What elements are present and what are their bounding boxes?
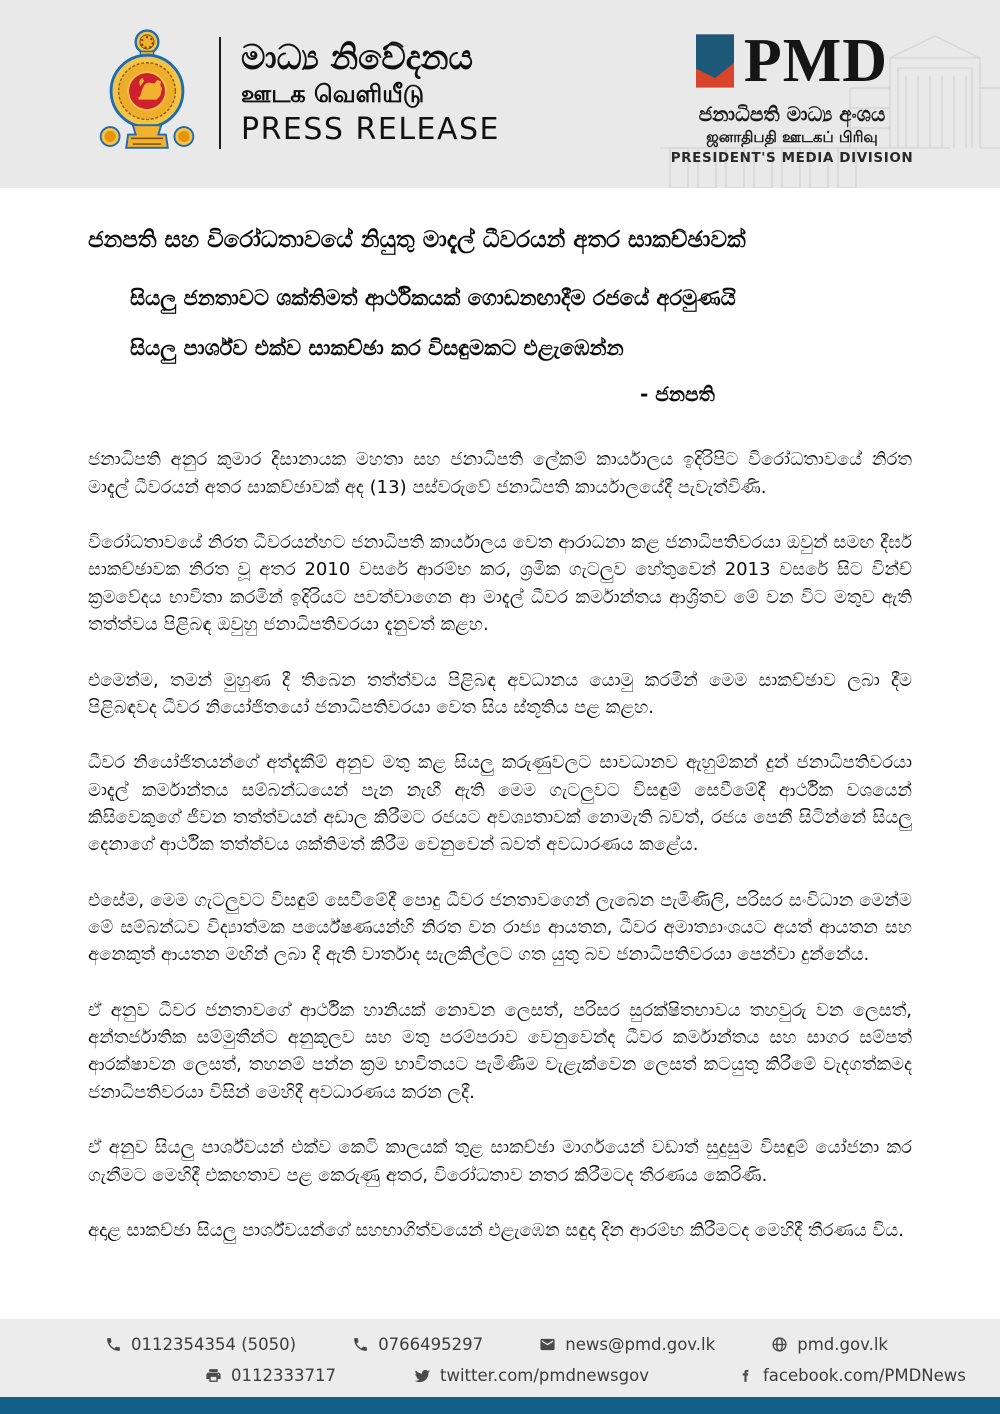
pmd-lockup xyxy=(632,27,952,166)
fax-icon xyxy=(205,1367,222,1384)
contact-website-text: pmd.gov.lk xyxy=(797,1335,888,1354)
body-paragraph: විරෝධතාවයේ නිරත ධීවරයන්හට ජනාධිපති කාර්යාලය වෙත ආරාධනා කළ ජනාධිපතිවරයා ඔවුන් සමඟ දීර්ඝ සාකච්ඡාවක නිරත වූ අතර 2010 වසරේ ආරම්භ කර, ශ්‍රමික ගැටලුව හේතුවෙන් 2013 වසරේ සිට වින්ච් ක්‍රමවේදය භාවිතා කරමින් ඉදිරියට පවත්වාගෙන ආ මාදැල් ධීවර කර්මාන්තය ආශ්‍රිතව මේ වන විට මතුව ඇති තත්ත්වය පිළිබඳ ඔවුහු ජනාධිපතිවරයා දැනුවත් කළහ. xyxy=(88,532,912,636)
body-paragraph: එසේම, මෙම ගැටලුවට විසඳුම් සෙවීමේදී පොදු ධීවර ජනතාවගෙන් ලැබෙන පැමිණිලි, පරිසර සංවිධාන මෙන්ම මේ සම්බන්ධව විද්‍යාත්මක පර්යේෂණයන්හි නිරත වන රාජ්‍ය ආයතන, ධීවර අමාත්‍යාංශයට අයත් ආයතන සහ අනෙකුත් ආයතන මඟින් ලබා දී ඇති වාර්තාද සැලකිල්ලට ගත යුතු බව ජනාධිපතිවරයා පෙන්වා දුන්නේය. xyxy=(88,889,912,966)
pmd-division-sinhala: ජනාධිපති මාධ්‍ය අංශය xyxy=(698,102,886,126)
header-divider xyxy=(219,37,221,149)
body-paragraph: එමෙන්ම, තමන් මුහුණ දී තිබෙන තත්ත්වය පිළිබඳ අවධානය යොමු කරමින් මෙම සාකච්ඡාව ලබා දීම පිළිබඳවද ධීවර නියෝජිතයෝ ජනාධිපතිවරයා වෙත සිය ස්තූතිය පළ කළහ. xyxy=(88,669,912,718)
body-paragraph: ජනාධිපති අනුර කුමාර දිසානායක මහතා සහ ජනාධිපති ලේකම් කාර්යාලය ඉදිරිපිට විරෝධතාවයේ නිරත මාදැල් ධීවරයන් අතර සාකච්ඡාවක් අද (13) පස්වරුවේ ජනාධිපති කාර්යාලයේදී පැවැත්විණි. xyxy=(88,449,912,498)
contact-twitter xyxy=(414,1366,649,1385)
body-paragraph: ධීවර නියෝජිතයන්ගේ අත්දැකීම් අනුව මතු කළ සියලු කරුණුවලට සාවධානව ඇහුම්කන් දුන් ජනාධිපතිවරයා මාදැල් කර්මාන්තය සම්බන්ධයෙන් පැන නැඟී ඇති මෙම ගැටලුවට විසඳුම් සෙවීමේදී ආර්ථික වශයෙන් කිසිවෙකුගේ ජීවන තත්ත්වයන් අඩාල කිරීමට රජයට අවශ්‍යතාවක් නොමැති බවත්, රජය පෙනී සිටින්නේ සියලු දෙනාගේ ආර්ථික තත්ත්වය ශක්තිමත් කිරීම වෙනුවෙන් බවත් අවධාරණය කළේය. xyxy=(88,752,912,856)
document-title: ජනපති සහ විරෝධතාවයේ නියුතු මාදැල් ධීවරයන් අතර සාකච්ඡාවක් xyxy=(88,227,746,253)
phone-icon xyxy=(352,1336,369,1353)
contact-phone-mobile xyxy=(352,1335,483,1354)
document-subtitle: සියලු ජනතාවට ශක්තිමත් ආර්ථිකයක් ගොඩනඟාදීම රජයේ අරමුණයි xyxy=(130,286,736,311)
contact-phone-mobile-text: 0766495297 xyxy=(378,1335,484,1354)
press-release-title-sinhala: මාධ්‍ය නිවේදනය xyxy=(241,37,473,78)
contact-fax xyxy=(205,1366,336,1385)
attribution-president: - ජනපති xyxy=(640,382,715,407)
email-icon xyxy=(539,1336,556,1353)
pmd-logo-icon xyxy=(696,34,734,88)
body-paragraph: ඒ අනුව ධීවර ජනතාවගේ ආර්ථික හානියක් නොවන ලෙසත්, පරිසර සුරක්ෂිතභාවය තහවුරු වන ලෙසත්, අන්තර්ජාතික සම්මුතීන්ට අනුකූලව සහ මතු පරම්පරාව වෙනුවෙන්ද ධීවර කර්මාන්තය සහ සාගර සම්පත් ආරක්ෂාවන ලෙසත්, තහනම් පන්න ක්‍රම භාවිතයට පැමිණීම වැළැක්වෙන ලෙසත් කටයුතු කිරීමේ වැදගත්කමද ජනාධිපතිවරයා විසින් මෙහිදී අවධාරණය කරන ලදී. xyxy=(88,999,912,1103)
press-release-title-english: PRESS RELEASE xyxy=(241,112,501,148)
paragraph-container xyxy=(88,446,912,1244)
facebook-icon xyxy=(737,1367,754,1384)
body-paragraph: ඒ අනුව සියලු පාර්ශ්වයන් එක්ව කෙටි කාලයක් තුළ සාකච්ඡා මාර්ගයෙන් වඩාත් සුදුසුම විසඳුම් යෝජනා කර ගැනීමට මෙහිදී එකඟතාව පළ කෙරුණු අතර, විරෝධතාව නතර කිරීමටද තීරණය කෙරිණි. xyxy=(88,1137,912,1186)
contact-facebook-text: facebook.com/PMDNews xyxy=(763,1366,966,1385)
globe-icon xyxy=(771,1336,788,1353)
contact-email-text: news@pmd.gov.lk xyxy=(565,1335,716,1354)
body-paragraph: අදාළ සාකච්ඡා සියලු පාර්ශ්වයන්ගේ සහභාගිත්වයෙන් එළැඹෙන සඳුදා දින ආරම්භ කිරීමටද මෙහිදී තීරණය විය. xyxy=(88,1219,904,1241)
phone-icon xyxy=(105,1336,122,1353)
contact-footer xyxy=(0,1319,1000,1414)
contact-twitter-text: twitter.com/pmdnewsgov xyxy=(439,1366,649,1385)
press-release-body xyxy=(88,224,912,1272)
pmd-logo-word: PMD xyxy=(743,27,889,95)
pmd-division-tamil: ஜனாதிபதி ஊடகப் பிரிவு xyxy=(706,128,878,146)
sri-lanka-emblem xyxy=(95,26,199,160)
footer-accent-bar xyxy=(0,1397,1000,1414)
contact-email xyxy=(539,1335,715,1354)
pmd-division-english: PRESIDENT'S MEDIA DIVISION xyxy=(670,150,914,166)
press-release-title-tamil: ஊடக வெளியீடு xyxy=(241,80,425,109)
press-release-lockup xyxy=(95,26,500,160)
twitter-icon xyxy=(414,1367,431,1384)
contact-facebook xyxy=(737,1366,966,1385)
document-subtitle: සියලු පාර්ශ්ව එක්ව සාකච්ඡා කර විසඳුමකට එළැඹෙන්න xyxy=(130,335,624,360)
header-band xyxy=(0,0,1000,188)
contact-fax-text: 0112333717 xyxy=(231,1366,336,1385)
contact-website xyxy=(771,1335,888,1354)
contact-phone-primary xyxy=(105,1335,296,1354)
contact-phone-primary-text: 0112354354 (5050) xyxy=(131,1335,297,1354)
